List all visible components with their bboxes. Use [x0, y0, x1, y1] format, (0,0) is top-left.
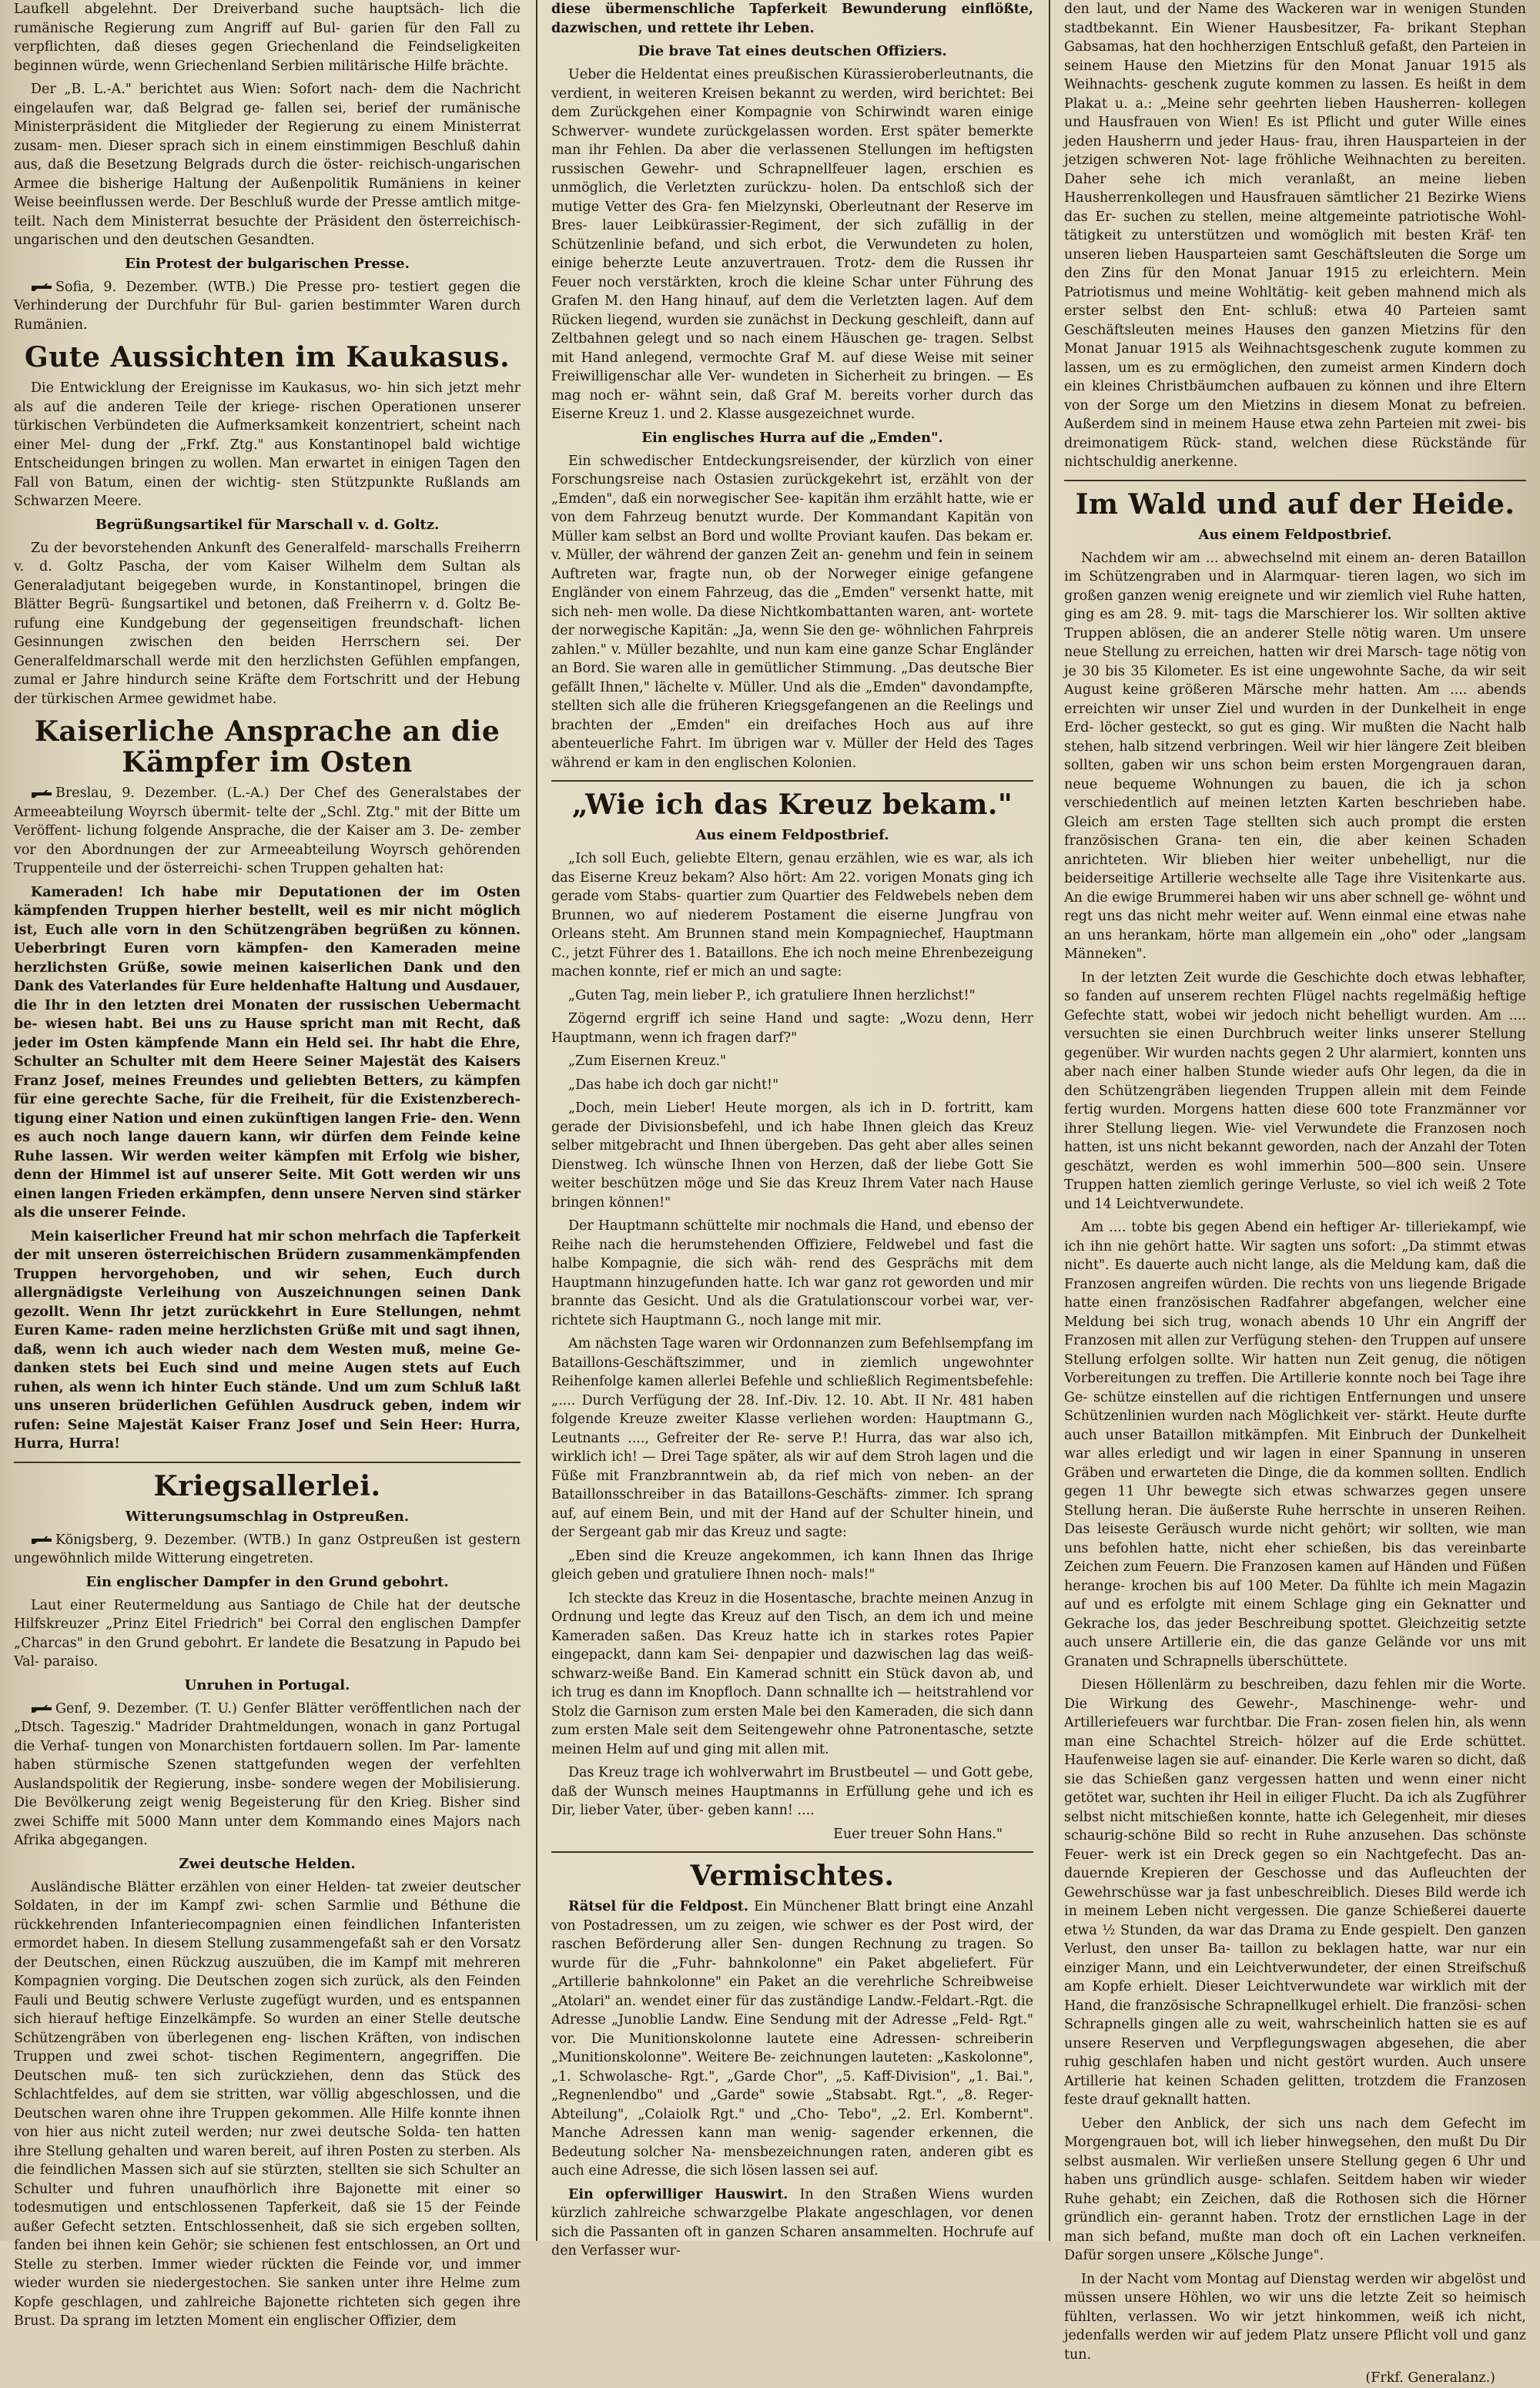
article-paragraph: diese übermenschliche Tapferkeit Bewunderung einflößte, dazwischen, und rettete ihr Leben. — [551, 2, 1033, 36]
article-paragraph: Laufkell abgelehnt. Der Dreiverband suche hauptsäch- lich die rumänische Regierung zum Angriff auf Bul- garien für den Fall zu verpflichten, daß dieses gegen Griechenland die Feindseligkeiten beginnen würde, wenn Griechenland Serbien militärische Hilfe brächte. — [14, 2, 521, 74]
article-paragraph: „Eben sind die Kreuze angekommen, ich kann Ihnen das Ihrige gleich geben und gratuliere Ihnen noch- mals!" — [551, 1548, 1033, 1583]
article-paragraph: „Guten Tag, mein lieber P., ich gratuliere Ihnen herzlichst!" — [568, 987, 976, 1003]
article-paragraph — [14, 784, 521, 879]
article-headline: Kriegsallerlei. — [153, 1469, 381, 1502]
article-paragraph — [551, 1897, 1033, 2181]
section-divider — [551, 780, 1033, 782]
pointing-hand-icon — [31, 1704, 52, 1713]
article-text: Königsberg, 9. Dezember. (WTB.) In ganz Ostpreußen ist gestern ungewöhnlich milde Witterung eingetreten. — [14, 1532, 521, 1566]
column-right — [1060, 0, 1531, 2386]
article-text: Ein Münchener Blatt bringt eine Anzahl von Postadressen, um zu zeigen, wie schwer es der Post wird, der raschen Beförderung aller Sen- dungen Rechnung zu tragen. So wurde für die „Fuhr- bahnkolonne" ein Paket abgeliefert. Für „Artillerie bahnkolonne" ein Paket an die verehrliche Schreibweise „Atolari" an. wendet einer für das zuständige Landw.-Feldart.-Rgt. die Adresse „Junoblie Landw. Eine Sendung mit der Adresse „Feld- Rgt." vor. Die Munitionskolonne lautete eine Adressen- schreiberin „Munitionskolonne". Weitere Be- zeichnungen lauteten: „Kaskolonne", „1. Schwolasche- Rgt.", „Garde Chor", „5. Kaff-Division", „1. Bai.", „Regnenlendbo" und „Garde" sowie „Stabsabt. Rgt.", „8. Reger-Abteilung", „Colaiolk Rgt." und „Cho- Tebo", „2. Erl. Kombernt". Manche Adressen kann man wenig- sagender erkennen, die Bedeutung solcher Na- mensbezeichnungen raten, anderen gibt es auch eine Adresse, die sich lösen lassen sei auf. — [551, 1899, 1033, 2179]
section-divider — [551, 1851, 1033, 1853]
subheading: Aus einem Feldpostbrief. — [1198, 526, 1392, 543]
article-paragraph — [14, 278, 521, 335]
article-paragraph: Nachdem wir am ... abwechselnd mit einem an- deren Bataillon im Schützengraben und in Alarmquar- tieren lagen, wo sich im großen ganzen wenig ereignete und wir ziemlich viel Ruhe hatten, ging es am 28. 9. mit- tags die Marschierer los. Wir sollten aktive Truppen ablösen, die an anderer Stelle nötig waren. Um unsere neue Stellung zu erreichen, hatten wir drei Marsch- tage nötig von je 30 bis 35 Kilometer. Es ist eine ungewohnte Sache, da wir seit August keine größeren Märsche mehr hatten. Am .... abends erreichten wir unser Ziel und wurden in der Dunkelheit in enge Erd- löcher gesteckt, so gut es ging. Wir mußten die Nacht halb stehen, halb sitzend verbringen. Weil wir hier längere Zeit bleiben sollten, gaben wir uns schon beim ersten Morgengrauen daran, neue bequeme Wohnungen zu bauen, die ich ja schon verschiedentlich auf meinen letzten Karten beschrieben habe. Gleich am ersten Tage stellten sich auch prompt die ersten französischen Grana- ten ein, die aber keinen Schaden anrichteten. Wir blieben hier weiter unbehelligt, nur die beiderseitige Artillerie wechselte alle Tage ihre Visitenkarte aus. An die ewige Brummerei haben wir uns aber schnell ge- wöhnt und regt uns das nicht mehr weiter auf. Wenn einmal eine etwas nahe an uns herankam, hörte man allgemein ein „oho" oder „langsam Männeken". — [1064, 550, 1526, 962]
article-paragraph: Kameraden! Ich habe mir Deputationen der im Osten kämpfenden Truppen hierher bestellt, weil es mir nicht möglich ist, Euch alle vorn in den Schützengräben begrüßen zu können. Ueberbringt Euren vorn kämpfen- den Kameraden meine herzlichsten Grüße, sowie meinen kaiserlichen Dank und den Dank des Vaterlandes für Eure heldenhafte Haltung und Ausdauer, die Ihr in den letzten drei Monaten der russischen Uebermacht be- wiesen habt. Bei uns zu Hause spricht man mit Recht, daß jeder im Osten kämpfende Mann ein Held sei. Ihr habt die Ehre, Schulter an Schulter mit dem Heere Seiner Majestät des Kaisers Franz Josef, meines Freundes und geliebten Betters, zu kämpfen für eine gerechte Sache, für die Freiheit, für die Existenzberech- tigung einer Nation und einen zukünftigen langen Frie- den. Wenn es auch noch lange dauern kann, wir dürfen dem Feinde keine Ruhe lassen. Wir werden weiter kämpfen mit Erfolg wie bisher, denn der Himmel ist auf unserer Seite. Mit Gott werden wir uns einen langen Frieden erkämpfen, denn unsere Nerven sind stärker als die unserer Feinde. — [14, 884, 521, 1221]
article-paragraph: „Ich soll Euch, geliebte Eltern, genau erzählen, wie es war, als ich das Eiserne Kreuz bekam? Also hört: Am 22. vorigen Monats ging ich gerade vom Stabs- quartier zum Quartier des Feldwebels neben dem Brunnen, wo auf niederem Postament die eiserne Jungfrau von Orleans steht. Am Brunnen stand mein Kompagniechef, Hauptmann C., jetzt Führer des 1. Bataillons. Ehe ich noch meine Ehrenbezeigung machen konnte, rief er mich an und sagte: — [551, 851, 1033, 980]
article-text: Breslau, 9. Dezember. (L.-A.) Der Chef des Generalstabes der Armeeabteilung Woyrsch übermit- telte der „Schl. Ztg." mit der Bitte um Veröffent- lichung folgende Ansprache, die der Kaiser am 3. De- zember vor den Abordnungen der zur Armeeabteilung Woyrsch gehörenden Truppenteile und der österreichi- schen Truppen gehalten hat: — [14, 785, 521, 876]
article-paragraph — [551, 2185, 1033, 2261]
article-paragraph: In der Nacht vom Montag auf Dienstag werden wir abgelöst und müssen unsere Höhlen, wo wir uns die letzte Zeit so heimisch fühlten, verlassen. Wo wir jetzt hinkommen, weiß ich nicht, jedenfalls werden wir auf jedem Platz unsere Pflicht voll und ganz tun. — [1064, 2271, 1526, 2363]
article-paragraph: Ueber den Anblick, der sich uns nach dem Gefecht im Morgengrauen bot, will ich lieber hinwegsehen, den mußt Du Dir selbst ausmalen. Wir verließen unsere Stellung gegen 6 Uhr und haben uns gründlich ausge- schlafen. Seitdem haben wir wieder Ruhe gehabt; ein Zeichen, daß die Rothosen sich die Hörner gründlich ein- gerannt haben. Trotz der ernstlichen Lage in der man sich befand, mußte man doch oft ein Lachen verkneifen. Dafür sorgen unsere „Kölsche Junge". — [1064, 2115, 1526, 2263]
article-paragraph: Der „B. L.-A." berichtet aus Wien: Sofort nach- dem die Nachricht eingelaufen war, daß Belgrad ge- fallen sei, berief der rumänische Ministerpräsident die Mitglieder der Regierung zu einem Ministerrat zusam- men. Dieser sprach sich in einem einstimmigen Beschluß dahin aus, daß die Besetzung Belgrads durch die öster- reichisch-ungarischen Armee die bisherige Haltung der Außenpolitik Rumäniens in keiner Weise beeinflussen werde. Der Beschluß wurde der Presse amtlich mitge- teilt. Nach dem Ministerrat besuchte der Präsident den österreichisch-ungarischen und den deutschen Gesandten. — [14, 82, 521, 248]
article-text: In den Straßen Wiens wurden kürzlich zahlreiche schwarzgelbe Plakate angeschlagen, vor denen sich die Passanten oft in ganzen Scharen ansammelten. Hochrufe auf den Verfasser wur- — [551, 2186, 1033, 2259]
inline-heading: Ein opferwilliger Hauswirt. — [568, 2186, 788, 2202]
subheading: Begrüßungsartikel für Marschall v. d. Goltz. — [95, 516, 440, 533]
article-text: Genf, 9. Dezember. (T. U.) Genfer Blätter veröffentlichen nach der „Dtsch. Tageszig." Madrider Drahtmeldungen, wonach in ganz Portugal die Verhaf- tungen von Monarchisten fortdauern sollen. Im Par- lamente haben stürmische Szenen stattgefunden wegen der verfehlten Auslandspolitik der Regierung, insbe- sondere wegen der Mobilisierung. Die Bevölkerung zeigt wenig Begeisterung für den Krieg. Bisher sind zwei Schiffe mit 5000 Mann unter dem Kommando eines Majors nach Afrika abgegangen. — [14, 1700, 521, 1848]
article-headline: Im Wald und auf der Heide. — [1075, 487, 1515, 521]
subheading: Die brave Tat eines deutschen Offiziers. — [638, 43, 947, 59]
article-paragraph: In der letzten Zeit wurde die Geschichte doch etwas lebhafter, so fanden auf unserem rechten Flügel nachts regelmäßig heftige Gefechte statt, wobei wir jedoch nicht behelligt wurden. Am .... versuchten sie einen Durchbruch weiter links unserer Stellung gegenüber. Wir wurden nachts gegen 2 Uhr alarmiert, konnten uns aber nach einer halben Stunde wieder aufs Ohr legen, da die in den Schützengräben liegenden Truppen allein mit dem Feinde fertig wurden. Morgens hatten diese 600 tote Franzmänner vor ihrer Stellung liegen. Wie- viel Verwundete die Franzosen noch hatten, ist uns nicht bekannt geworden, nach der Anzahl der Toten geschätzt, werden es wohl immerhin 500—800 sein. Unsere Truppen hatten ziemlich geringe Verluste, so viel ich weiß 2 Tote und 14 Leichtverwundete. — [1064, 970, 1526, 1212]
pointing-hand-icon — [31, 789, 52, 799]
article-paragraph: „Doch, mein Lieber! Heute morgen, als ich in D. fortritt, kam gerade der Divisionsbefehl, und ich habe Ihnen gleich das Kreuz selber mitgebracht und Ihnen übergeben. Das geht aber alles seinen Dienstweg. Ich wünsche Ihnen von Herzen, daß der liebe Gott Sie weiter beschützen möge und Sie das Kreuz Ihrem Vater nach Hause bringen können!" — [551, 1100, 1033, 1211]
article-paragraph — [14, 1700, 521, 1850]
article-paragraph: Der Hauptmann schüttelte mir nochmals die Hand, und ebenso der Reihe nach die herumstehenden Offiziere, Feldwebel und fast die halbe Kompagnie, die sich wäh- rend des Gesprächs mit dem Hauptmann hinzugefunden hatte. Ich war ganz rot geworden und mir brannte das Gesicht. Und als die Gratulationscour vorbei war, ver- richtete sich Hauptmann G., noch lange mit mir. — [551, 1218, 1033, 1328]
inline-heading: Rätsel für die Feldpost. — [568, 1899, 748, 1914]
column-divider — [1049, 0, 1050, 2241]
article-headline: „Wie ich das Kreuz bekam." — [571, 789, 1013, 821]
article-paragraph: Mein kaiserlicher Freund hat mir schon mehrfach die Tapferkeit der mit unseren österreichischen Brüdern zusammenkämpfenden Truppen hervorgehoben, und wir sehen, Euch durch allergnädigste Verleihung von Auszeichnungen seinen Dank gezollt. Wenn Ihr jetzt zurückkehrt in Eure Stellungen, nehmt Euren Kame- raden meine herzlichsten Grüße mit und sagt ihnen, daß, wenn ich auch wieder nach dem Westen muß, meine Ge- danken stets bei Euch sind und meine Augen stets auf Euch ruhen, als wenn ich hinter Euch stände. Und um zum Schluß laßt uns unseren brüderlichen Gefühlen Ausdruck geben, indem wir rufen: Seine Majestät Kaiser Franz Josef und Sein Heer: Hurra, Hurra, Hurra! — [14, 1228, 521, 1452]
column-left — [9, 0, 525, 2329]
source-attribution: (Frkf. Generalanz.) — [1365, 2370, 1495, 2386]
article-text: Sofia, 9. Dezember. (WTB.) Die Presse pro- testiert gegen die Verhinderung der Durchfuhr für Bul- garien bestimmter Waren durch Rumänien. — [14, 279, 521, 333]
section-divider — [1064, 480, 1526, 481]
article-paragraph: Die Entwicklung der Ereignisse im Kaukasus, wo- hin sich jetzt mehr als auf die anderen Teile der kriege- rischen Operationen unserer türkischen Verbündeten die Aufmerksamkeit konzentriert, scheint nach einer Mel- dung der „Frkf. Ztg." aus Konstantinopel bald wichtige Entscheidungen bringen zu wollen. Man erwartet in einigen Tagen den Fall von Batum, einen der wichtig- sten Stützpunkte Rußlands am Schwarzen Meere. — [14, 380, 521, 509]
section-divider — [14, 1462, 521, 1463]
article-paragraph: Diesen Höllenlärm zu beschreiben, dazu fehlen mir die Worte. Die Wirkung des Gewehr-, Maschinenge- wehr- und Artilleriefeuers war furchtbar. Die Fran- zosen fielen hin, als wenn man eine Schachtel Streich- hölzer auf die Erde schüttet. Haufenweise lagen sie auf- einander. Die Kerle waren so dicht, daß sie das Schießen ganz vergessen hatten und wenn einer nicht getötet war, suchten ihr Heil in eiliger Flucht. Da ich als Zugführer selbst nicht mitschießen konnte, hatte ich Gelegenheit, mir dieses schaurig-schöne Bild so recht in Ruhe anzusehen. Das schönste Feuer- werk ist ein Dreck gegen so ein Nachtgefecht. Das an- dauernde Krepieren der Geschosse und das Aufleuchten der Gewehrschüsse war ja fast unbeschreiblich. Dieses Bild werde ich in meinem Leben nicht vergessen. Die ganze Schießerei dauerte etwa ½ Stunden, da war das Drama zu Ende gespielt. Den ganzen Verlust, den unser Ba- taillon zu beklagen hatte, war nur ein einziger Mann, und ein Leichtverwundeter, der einen Streifschuß am Kopfe erhielt. Dieser Leichtverwundete war wirklich mit der Hand, die französische Schrapnellkugel erhielt. Die französi- schen Schrapnells gingen alle zu weit, wahrscheinlich hatten sie es auf unsere Reserven und Verpflegungswagen abgesehen, die aber ruhig geschlafen haben und nicht gestört wurden. Auch unsere Artillerie hat keinen Schaden gelitten, trotzdem die Franzosen feste drauf geknallt hatten. — [1064, 1677, 1526, 2108]
subheading: Ein Protest der bulgarischen Presse. — [125, 255, 410, 272]
article-paragraph: den laut, und der Name des Wackeren war in wenigen Stunden stadtbekannt. Ein Wiener Hausbesitzer, Fa- brikant Stephan Gabsamas, hat den hochherzigen Entschluß gefaßt, den Parteien in seinem Hause den Mietzins für den Monat Januar 1915 als Weihnachts- geschenk zugute kommen zu lassen. Es heißt in dem Plakat u. a.: „Meine sehr geehrten lieben Hausherren- kollegen und Hausfrauen von Wien! Es ist Pflicht und guter Wille eines jeden Hausherrn und jeder Haus- frau, ihren Hausparteien in der jetzigen schweren Not- lage fröhliche Weihnachten zu bereiten. Daher sehe ich mich veranlaßt, an meine lieben Hausherrenkollegen und Hausfrauen sämtlicher 21 Bezirke Wiens das Er- suchen zu stellen, meine altgemeinte patriotische Wohl- tätigkeit zu unterstützen und womöglich mit besten Kräf- ten unseren lieben Hausparteien samt Geschäftsleuten die Sorge um den Zins für den Monat Januar 1915 zu erleichtern. Mein Patriotismus und meine Wohltätig- keit geben mahnend mich als erster selbst den Ent- schluß: etwa 40 Parteien samt Geschäftsleuten meines Hauses den ganzen Mietzins für den Monat Januar 1915 als Weihnachtsgeschenk zugute kommen zu lassen, um es zu ermöglichen, den zumeist armen Kindern doch ein kleines Christbäumchen aufbauen zu können und ihre Eltern von der Sorge um den Mietzins in diesem Monat zu befreien. Außerdem sind in meinem Hause etwa zehn Parteien mit zwei- bis dreimonatigem Rück- stand, welchen diese Rückstände für nichtschuldig anerkenne. — [1064, 2, 1526, 470]
article-paragraph — [14, 1531, 521, 1569]
article-paragraph: „Zum Eisernen Kreuz." — [568, 1053, 727, 1069]
article-paragraph: Ein schwedischer Entdeckungsreisender, der kürzlich von einer Forschungsreise nach Ostasien zurückgekehrt ist, erzählt von der „Emden", daß ein norwegischer See- kapitän ihm erzählt hatte, wie er von dem Fahrzeug benutzt wurde. Der Kommandant Kapitän von Müller kam selbst an Bord und wollte Proviant kaufen. Das bekam er. v. Müller, der während der ganzen Zeit an- genehm und fein in seinem Auftreten war, fragte nun, ob der Norweger einige gefangene Engländer von einem Fahrzeug, das die „Emden" versenkt hatte, mit sich neh- men wolle. Da diese Nichtkombattanten waren, ant- wortete der norwegische Kapitän: „Ja, wenn Sie den ge- wöhnlichen Fahrpreis zahlen." v. Müller bezahlte, und nun kam eine ganze Schar Engländer an Bord. Sie waren alle in gemütlicher Stimmung. „Das deutsche Bier gefällt Ihnen," lächelte v. Müller. Und als die „Emden" davondampfte, stellten sich alle die früheren Kriegsgefangenen an die Reelings und brachten der „Emden" ein dreifaches Hoch aus auf ihre abenteuerliche Fahrt. Im übrigen war v. Müller der Held des Tages während er kam in den englischen Kolonien. — [551, 453, 1033, 771]
article-paragraph: Ueber die Heldentat eines preußischen Kürassieroberleutnants, die verdient, in weiteren Kreisen bekannt zu werden, wird berichtet: Bei dem Zurückgehen einer Kompagnie von Schirwindt waren einige Schwerver- wundete zurückgelassen worden. Erst später bemerkte man ihr Fehlen. Da aber die verlassenen Stellungen im heftigsten russischen Gewehr- und Schrapnellfeuer lagen, erschien es unmöglich, die Verletzten zurückzu- holen. Da entschloß sich der mutige Vetter des Gra- fen Mielzynski, Oberleutnant der Reserve im Bres- lauer Leibkürassier-Regiment, der sich zufällig in der Schützenlinie befand, und sich erbot, die Verwundeten zu holen, einige beherzte Leute anzuvertrauen. Trotz- dem die Russen ihr Feuer noch verstärkten, kroch die kleine Schar unter Führung des Grafen M. den Hang hinauf, auf dem die Verletzten lagen. Auf dem Rücken liegend, wurden sie zunächst in Deckung geschleift, dann auf Zeltbahnen gelegt und so nach einem Häuschen ge- tragen. Selbst mit Hand anlegend, vermochte Graf M. auf diese Weise mit seiner Freiwilligenschar alle Ver- wundeten in Sicherheit zu bringen. — Es mag noch er- wähnt sein, daß Graf M. bereits vorher durch das Eiserne Kreuz 1. und 2. Klasse ausgezeichnet wurde. — [551, 67, 1033, 422]
subheading: Zwei deutsche Helden. — [179, 1855, 356, 1872]
pointing-hand-icon — [31, 283, 52, 292]
article-headline: Vermischtes. — [690, 1860, 895, 1892]
article-headline: Gute Aussichten im Kaukasus. — [24, 341, 511, 373]
article-paragraph: „Das habe ich doch gar nicht!" — [568, 1077, 779, 1093]
subheading: Ein englischer Dampfer in den Grund gebohrt. — [85, 1573, 449, 1590]
subheading: Ein englisches Hurra auf die „Emden". — [641, 429, 943, 446]
article-headline: Kaiserliche Ansprache an die Kämpfer im Osten — [34, 715, 500, 779]
article-paragraph: Ausländische Blätter erzählen von einer Helden- tat zweier deutscher Soldaten, in der im Kampf zwi- schen Sarmlie und Béthune die rückkehrenden Infanteriecompagnien einen feindlichen Infanteristen ermordet haben. In diesem Stellung zusammengefaßt sah er den Vorsatz der Deutschen, einen Rückzug auszuüben, die im Kampf mit mehreren Kompagnien vorging. Die Deutschen zogen sich zurück, als den Feinden Fauli und Beutig schwere Verluste zugefügt wurden, und es entspannen sich hierauf heftige Einzelkämpfe. So wurden an einer Stelle deutsche Schützengräben von überlegenen eng- lischen Kräften, von indischen Truppen und zwei schot- tischen Regimentern, angegriffen. Die Deutschen muß- ten sich zurückziehen, denn das Stück des Schlachtfeldes, auf dem sie stritten, war völlig abgeschlossen, und die Deutschen waren ohne ihre Truppen gekommen. Alle Hilfe konnte ihnen von hier aus nicht zuteil werden; nur zwei deutsche Solda- ten hatten ihre Stellung gehalten und waren bereit, auf ihren Posten zu sterben. Als die feindlichen Massen sich auf sie stürzten, stellten sie sich Schulter an Schulter und fuhren unaufhörlich ihre Bajonette mit einer so todesmutigen und entschlossenen Tapferkeit, daß sie 15 der Feinde außer Gefecht setzten. Entschlossenheit, daß sie sich ergeben sollten, fanden bei ihnen kein Gehör; sie schienen fest entschlossen, an Ort und Stelle zu sterben. Immer wieder rückten die Feinde vor, und immer wieder wurden sie niedergestochen. Sie sanken unter ihre Helme zum Kopfe geschlagen, und zahlreiche Bajonette richteten sich gegen ihre Brust. Da sprang im letzten Moment ein englischer Offizier, dem — [14, 1879, 521, 2329]
article-paragraph: Laut einer Reutermeldung aus Santiago de Chile hat der deutsche Hilfskreuzer „Prinz Eitel Friedrich" bei Corral den englischen Dampfer „Charcas" in den Grund gebohrt. Er landete die Besatzung in Papudo bei Val- paraiso. — [14, 1597, 521, 1670]
subheading: Aus einem Feldpostbrief. — [695, 827, 889, 843]
subheading: Unruhen in Portugal. — [184, 1676, 350, 1693]
column-divider — [536, 0, 537, 2241]
column-middle — [547, 0, 1038, 2259]
letter-signature: Euer treuer Sohn Hans." — [833, 1826, 1003, 1842]
pointing-hand-icon — [31, 1536, 52, 1545]
subheading: Witterungsumschlag in Ostpreußen. — [125, 1508, 410, 1525]
article-paragraph: Das Kreuz trage ich wohlverwahrt im Brustbeutel — und Gott gebe, daß der Wunsch meines Hauptmanns in Erfüllung gehe und ich es Dir, lieber Vater, über- geben kann! .... — [551, 1765, 1033, 1818]
article-paragraph: Am .... tobte bis gegen Abend ein heftiger Ar- tilleriekampf, wie ich ihn nie gehört hatte. Wir sagten uns sofort: „Da stimmt etwas nicht". Es dauerte auch nicht lange, als die Meldung kam, daß die Franzosen angreifen würden. Die rechts von uns liegende Brigade hatte einen französischen Radfahrer abgefangen, welcher eine Meldung bei sich trug, wonach abends 10 Uhr ein Angriff der Franzosen mit allen zur Verfügung stehen- den Truppen auf unsere Stellung erfolgen sollte. Wir hatten nun Zeit genug, die nötigen Vorbereitungen zu treffen. Die Artillerie konnte noch bei Tage ihre Ge- schütze einstellen auf die richtigen Entfernungen und unsere Schützenlinien wurden nach Möglichkeit ver- stärkt. Heute durfte auch unser Bataillon mitkämpfen. Mit Einbruch der Dunkelheit war alles erledigt und wir lagen in einer Spannung in unseren Gräben und erwarteten die Dinge, die da kommen sollten. Endlich gegen 11 Uhr bewegte sich etwas schwarzes gegen unsere Stellung heran. Die äußerste Ruhe herrschte in unseren Reihen. Das leiseste Geräusch wurde nicht gehört; wir sollten, wie man uns befohlen hatte, nicht eher schießen, bis das vereinbarte Zeichen zum Feuern. Die Franzosen kamen auf Händen und Füßen herange- krochen bis auf 100 Meter. Da fühlte ich mein Magazin auf und es erfolgte mit einem Schlage ging ein Geknatter und Gekrache los, das jeder Beschreibung spottet. Gleichzeitig setzte auch unsere Artillerie ein, die das ganze Gelände vor uns mit Granaten und Schrapnells überschüttete. — [1064, 1220, 1526, 1670]
article-paragraph: Ich steckte das Kreuz in die Hosentasche, brachte meinen Anzug in Ordnung und legte das Kreuz auf den Tisch, an dem ich und meine Kameraden saßen. Das Kreuz hatte ich in starkes rotes Papier eingepackt, dann kam Sei- denpapier und dazwischen lag das weiß-schwarz-weiße Band. Ein Kamerad schnitt ein Stück davon ab, und ich trug es dann im Knopfloch. Dann schnallte ich — heitstrahlend vor Stolz die Garnison zum ersten Male bei den Kameraden, die sich dann zum ersten Male seit dem Seitengewehr ohne Patronentasche, setzte meinen Helm auf und ging mit allen mit. — [551, 1590, 1033, 1757]
article-paragraph: Zu der bevorstehenden Ankunft des Generalfeld- marschalls Freiherrn v. d. Goltz Pascha, der vom Kaiser Wilhelm dem Sultan als Generaladjutant beigegeben wurde, in Konstantinopel, bringen die Blätter Begrü- ßungsartikel und betonen, daß Freiherrn v. d. Goltz Be- rufung eine Kundgebung der gegenseitigen freundschaft- lichen Gesinnungen zwischen den beiden Herrschern sei. Der Generalfeldmarschall werde mit den herzlichsten Gefühlen empfangen, zumal er Jahre hindurch seine Kräfte dem Fortschritt und der Hebung der türkischen Armee gewidmet habe. — [14, 540, 521, 707]
article-paragraph: Zögernd ergriff ich seine Hand und sagte: „Wozu denn, Herr Hauptmann, wenn ich fragen darf?" — [551, 1011, 1033, 1046]
article-paragraph: Am nächsten Tage waren wir Ordonnanzen zum Befehlsempfang im Bataillons-Geschäftszimmer, und in ziemlich ungewohnter Reihenfolge kamen allerlei Befehle und schließlich Regimentsbefehle: „.... Durch Verfügung der 28. Inf.-Div. 12. 10. Abt. II Nr. 481 haben folgende Kreuze zweiter Klasse verliehen worden: Hauptmann G., Leutnants ...., Gefreiter der Re- serve P.! Hurra, das war also ich, wirklich ich! — Drei Tage später, als wir auf dem Stroh lagen und die Füße mit Franzbranntwein ab, da rief mich von neben- an der Bataillonsschreiber in das Bataillons-Geschäfts- zimmer. Ich sprang auf, auf einem Bein, und mit der Hand auf der Schulter hinein, und der Sergeant gab mir das Kreuz und sagte: — [551, 1336, 1033, 1540]
